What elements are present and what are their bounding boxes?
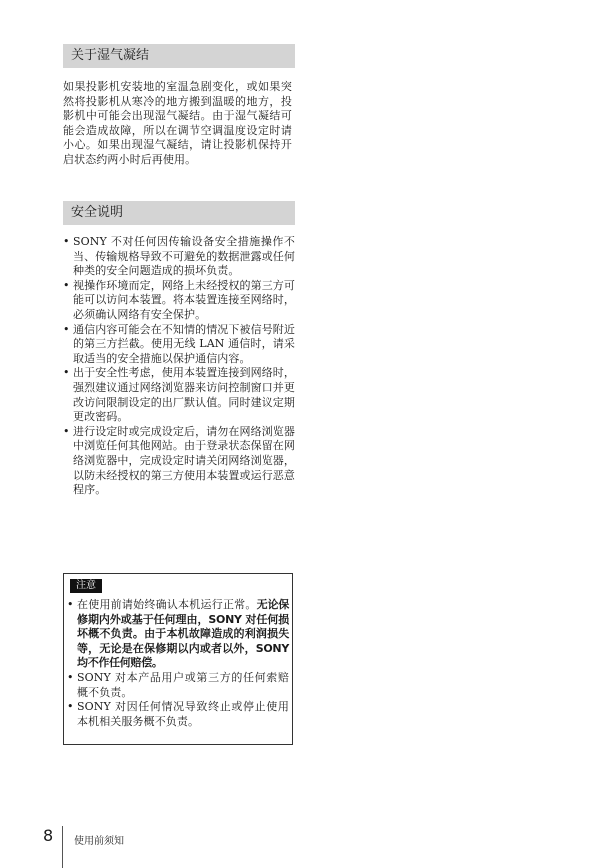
section-heading-moisture: 关于湿气凝结 bbox=[63, 44, 295, 68]
list-item: • 进行设定时或完成设定后，请勿在网络浏览器中浏览任何其他网站。由于登录状态保留在网络浏览器中，完成设定时请关闭网络浏览器，以防未经授权的第三方使用本装置或运行恶意程序。 bbox=[63, 425, 295, 498]
caution-tag: 注意 bbox=[70, 579, 102, 593]
caution-box bbox=[63, 573, 293, 745]
list-item: • 通信内容可能会在不知情的情况下被信号附近的第三方拦截。使用无线 LAN 通信时，请采取适当的安全措施以保护通信内容。 bbox=[63, 323, 295, 367]
list-item: • SONY 对因任何情况导致终止或停止使用本机相关服务概不负责。 bbox=[67, 700, 289, 729]
footer-divider bbox=[62, 826, 63, 868]
list-item: • 出于安全性考虑，使用本装置连接到网络时，强烈建议通过网络浏览器来访问控制窗口并更改访问限制设定的出厂默认值。同时建议定期更改密码。 bbox=[63, 366, 295, 424]
caution-item-bold: 无论保修期内外或基于任何理由，SONY 对任何损坏概不负责。由于本机故障造成的利润损失等，无论是在保修期以内或者以外，SONY 均不作任何赔偿。 bbox=[77, 598, 289, 670]
caution-list bbox=[67, 598, 289, 729]
section-moisture bbox=[63, 44, 295, 168]
safety-list bbox=[63, 235, 295, 498]
list-item: • SONY 不对任何因传输设备安全措施操作不当、传输规格导致不可避免的数据泄露或任何种类的安全问题造成的损坏负责。 bbox=[63, 235, 295, 279]
section-safety bbox=[63, 201, 295, 498]
page-number: 8 bbox=[43, 826, 54, 845]
caution-item-normal: 在使用前请始终确认本机运行正常。 bbox=[77, 598, 257, 611]
list-item bbox=[67, 598, 289, 671]
list-item: • 视操作环境而定，网络上未经授权的第三方可能可以访问本装置。将本装置连接至网络时，必须确认网络有安全保护。 bbox=[63, 279, 295, 323]
moisture-paragraph: 如果投影机安装地的室温急剧变化，或如果突然将投影机从寒冷的地方搬到温暖的地方，投影机中可能会出现湿气凝结。由于湿气凝结可能会造成故障，所以在调节空调温度设定时请小心。如果出现湿气凝结，请让投影机保持开启状态约两小时后再使用。 bbox=[63, 80, 292, 166]
section-heading-safety: 安全说明 bbox=[63, 201, 295, 225]
footer-section-label: 使用前须知 bbox=[74, 836, 124, 847]
list-item: • SONY 对本产品用户或第三方的任何索赔概不负责。 bbox=[67, 671, 289, 700]
